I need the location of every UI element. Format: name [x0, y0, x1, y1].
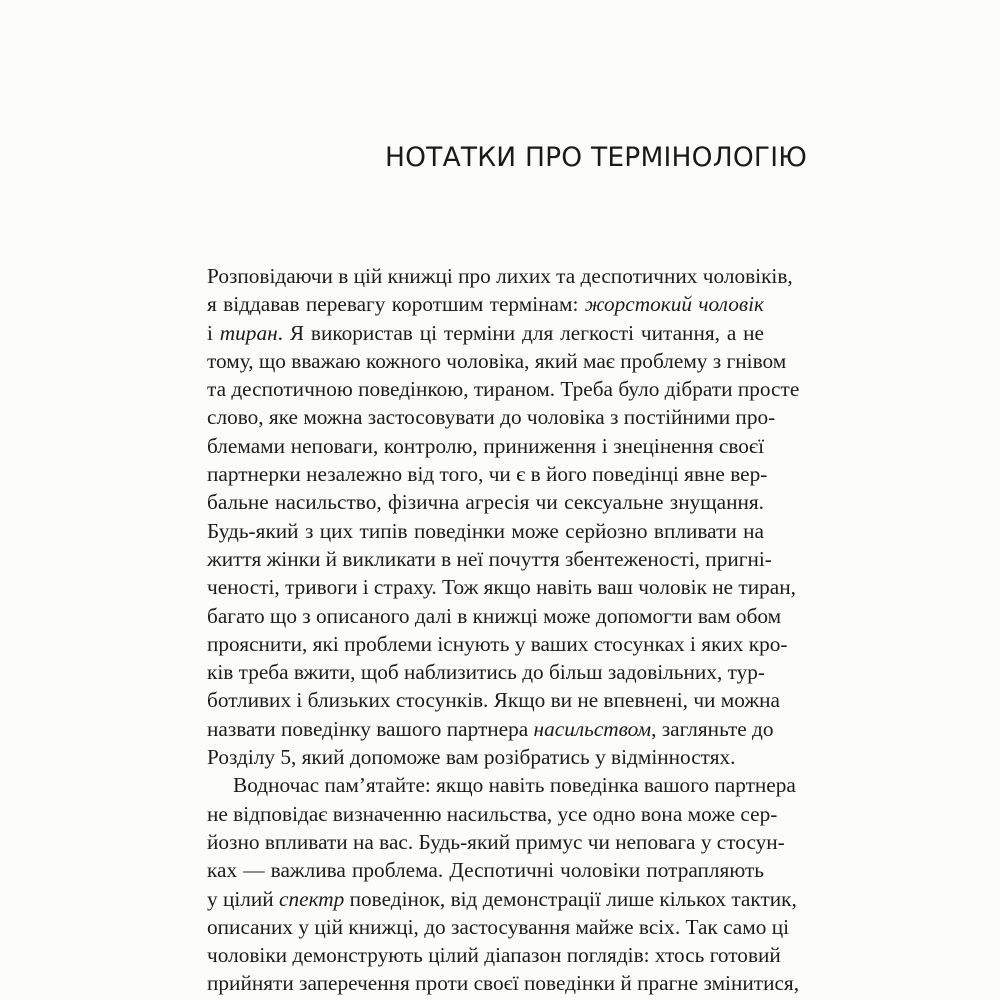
text-segment: чоловіки демонструють цілий діапазон поглядів: хтось готовий — [207, 943, 781, 968]
text-segment: слово, яке можна застосовувати до чоловіка з постійними про- — [207, 405, 776, 430]
text-segment: партнерки незалежно від того, чи є в його поведінці явне вер- — [207, 462, 768, 487]
text-segment: описаних у цій книжці, до застосування майже всіх. Так само ці — [207, 914, 790, 939]
text-segment: життя жінки й викликати в неї почуття збентеженості, пригні- — [207, 546, 772, 571]
text-line — [207, 913, 790, 941]
text-line — [207, 573, 796, 601]
italic-term: тиран — [219, 320, 278, 345]
text-line — [207, 319, 764, 347]
text-line — [207, 347, 787, 375]
text-segment: бальне насильство, фізична агресія чи сексуальне знущання. — [207, 490, 764, 515]
chapter-heading: НОТАТКИ ПРО ТЕРМІНОЛОГІЮ — [385, 142, 808, 173]
text-segment: ботливих і близьких стосунків. Якщо ви не впевнені, чи можна — [207, 688, 780, 713]
italic-term: спектр — [279, 886, 345, 911]
text-segment: . Я використав ці терміни для легкості читання, а не — [277, 320, 764, 345]
paragraph — [207, 262, 800, 771]
text-segment: та деспотичною поведінкою, тираном. Треба було дібрати просте — [207, 377, 800, 402]
text-line — [207, 686, 780, 714]
italic-term: насильством — [533, 716, 652, 741]
text-segment: блемами неповаги, контролю, приниження і знецінення своєї — [207, 433, 764, 458]
text-segment: прийняти заперечення проти своєї поведінки й прагне змінитися, — [207, 971, 800, 996]
text-line — [207, 375, 800, 403]
text-segment: , загляньте до — [651, 716, 774, 741]
text-segment: багато що з описаного далі в книжці може допомогти вам обом — [207, 603, 782, 628]
text-segment: йозно впливати на вас. Будь-який примус чи неповага у стосун- — [207, 829, 785, 854]
text-line — [207, 658, 764, 686]
text-segment: Водночас пам’ятайте: якщо навіть поведінка вашого партнера — [233, 773, 796, 798]
text-line — [207, 290, 764, 318]
text-line — [207, 432, 764, 460]
text-segment: не відповідає визначенню насильства, усе одно вона може сер- — [207, 801, 778, 826]
text-line — [207, 630, 788, 658]
text-line — [207, 856, 764, 884]
text-line — [207, 488, 764, 516]
text-segment: у цілий — [207, 886, 280, 911]
text-segment: ченості, тривоги і страху. Тож якщо навіть ваш чоловік не тиран, — [207, 575, 796, 600]
text-line — [207, 715, 774, 743]
text-line — [207, 885, 797, 913]
text-line — [207, 517, 764, 545]
text-line — [207, 771, 796, 799]
paragraph — [207, 771, 800, 997]
text-line — [207, 941, 781, 969]
text-segment: тому, що вважаю кожного чоловіка, який має проблему з гнівом — [207, 348, 787, 373]
text-line — [207, 743, 764, 771]
text-line — [207, 460, 768, 488]
text-segment: Розділу 5, який допоможе вам розібратись у відмінностях. — [207, 745, 736, 770]
text-line — [207, 969, 800, 997]
body-text — [207, 262, 800, 998]
text-line — [207, 800, 778, 828]
italic-term: жорстокий чоловік — [584, 292, 764, 317]
text-segment: і — [207, 320, 220, 345]
text-segment: прояснити, які проблеми існують у ваших стосунках і яких кро- — [207, 631, 788, 656]
text-line — [207, 602, 782, 630]
text-line — [207, 262, 793, 290]
text-segment: Будь-який з цих типів поведінки може серйозно впливати на — [207, 518, 764, 543]
text-segment: Розповідаючи в цій книжці про лихих та деспотичних чоловіків, — [207, 264, 793, 288]
text-segment: я віддавав перевагу коротшим термінам: — [207, 292, 585, 317]
text-line — [207, 545, 772, 573]
text-segment: ків треба вжити, щоб наблизитись до більш задовільних, тур- — [207, 660, 766, 685]
text-line — [207, 403, 776, 431]
text-segment: ках — важлива проблема. Деспотичні чоловіки потрапляють — [207, 858, 764, 883]
text-segment: поведінок, від демонстрації лише кількох тактик, — [344, 886, 797, 911]
text-line — [207, 828, 785, 856]
text-segment: назвати поведінку вашого партнера — [207, 716, 534, 741]
